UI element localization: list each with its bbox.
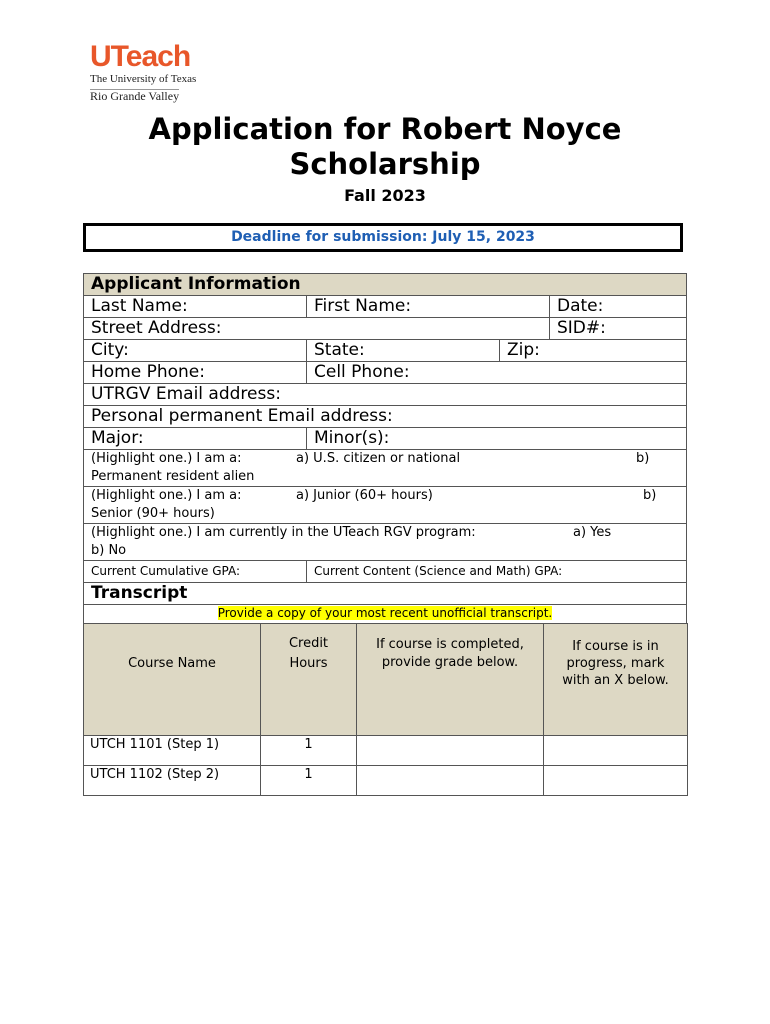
city-row (83, 339, 687, 361)
in-progress-cell[interactable] (544, 766, 688, 796)
personal-email-field[interactable]: Personal permanent Email address: (91, 406, 393, 426)
transcript-heading: Transcript (91, 583, 188, 603)
term-label: Fall 2023 (344, 186, 426, 205)
in-progress-cell[interactable] (544, 736, 688, 766)
major-row (83, 427, 687, 449)
course-name-cell: UTCH 1101 (Step 1) (84, 736, 261, 766)
phone-row (83, 361, 687, 383)
transcript-note-row (83, 604, 687, 623)
citizen-option-b-text[interactable]: Permanent resident alien (91, 469, 255, 484)
applicant-heading-row (83, 273, 687, 295)
zip-field[interactable]: Zip: (499, 340, 688, 361)
street-address-field[interactable]: Street Address: (91, 318, 222, 338)
citizen-row (83, 449, 687, 486)
state-field[interactable]: State: (306, 340, 499, 361)
city-field[interactable]: City: (91, 340, 129, 360)
column-in-progress: If course is in progress, mark with an X below. (544, 624, 688, 736)
logo-line1: The University of Texas (90, 73, 197, 85)
grade-cell[interactable] (357, 736, 544, 766)
transcript-table (83, 623, 688, 796)
credit-hours-cell: 1 (261, 736, 357, 766)
major-field[interactable]: Major: (91, 428, 144, 448)
logo-brand: UTeach (90, 40, 191, 73)
program-option-a[interactable]: a) Yes (573, 525, 612, 540)
applicant-heading: Applicant Information (91, 274, 301, 294)
cell-phone-field[interactable]: Cell Phone: (306, 362, 688, 383)
column-course-name: Course Name (84, 624, 261, 736)
citizen-option-a[interactable]: a) U.S. citizen or national (296, 451, 461, 466)
application-form (83, 273, 687, 796)
last-name-field[interactable]: Last Name: (91, 296, 188, 316)
table-row (84, 766, 688, 796)
course-name-cell: UTCH 1102 (Step 2) (84, 766, 261, 796)
citizen-prompt: (Highlight one.) I am a: (91, 451, 242, 466)
standing-option-a[interactable]: a) Junior (60+ hours) (296, 488, 433, 503)
transcript-note: Provide a copy of your most recent unofficial transcript. (217, 606, 553, 620)
standing-option-b-text[interactable]: Senior (90+ hours) (91, 506, 215, 521)
credit-hours-cell: 1 (261, 766, 357, 796)
transcript-heading-row (83, 582, 687, 604)
name-row (83, 295, 687, 317)
deadline-box: Deadline for submission: July 15, 2023 (83, 223, 683, 252)
column-credit-hours: Credit Hours (261, 624, 357, 736)
column-completed-grade: If course is completed, provide grade below. (357, 624, 544, 736)
transcript-header-row (84, 624, 688, 736)
program-option-b[interactable]: b) No (91, 543, 127, 558)
utrgv-email-field[interactable]: UTRGV Email address: (91, 384, 281, 404)
content-gpa-field[interactable]: Current Content (Science and Math) GPA: (306, 561, 688, 582)
minor-field[interactable]: Minor(s): (306, 428, 688, 449)
uteach-logo (90, 42, 196, 104)
utrgv-email-row (83, 383, 687, 405)
grade-cell[interactable] (357, 766, 544, 796)
page-title: Application for Robert Noyce Scholarship (148, 112, 622, 181)
gpa-row (83, 560, 687, 582)
table-row (84, 736, 688, 766)
citizen-option-b[interactable]: b) (636, 451, 650, 466)
date-field[interactable]: Date: (549, 296, 688, 317)
sid-field[interactable]: SID#: (549, 318, 688, 339)
logo-line2: Rio Grande Valley (90, 89, 180, 103)
street-row (83, 317, 687, 339)
standing-prompt: (Highlight one.) I am a: (91, 488, 242, 503)
home-phone-field[interactable]: Home Phone: (91, 362, 205, 382)
program-row (83, 523, 687, 560)
first-name-field[interactable]: First Name: (306, 296, 549, 317)
personal-email-row (83, 405, 687, 427)
cumulative-gpa-field[interactable]: Current Cumulative GPA: (91, 564, 240, 578)
standing-row (83, 486, 687, 523)
standing-option-b[interactable]: b) (643, 488, 657, 503)
program-prompt: (Highlight one.) I am currently in the UTeach RGV program: (91, 525, 476, 540)
